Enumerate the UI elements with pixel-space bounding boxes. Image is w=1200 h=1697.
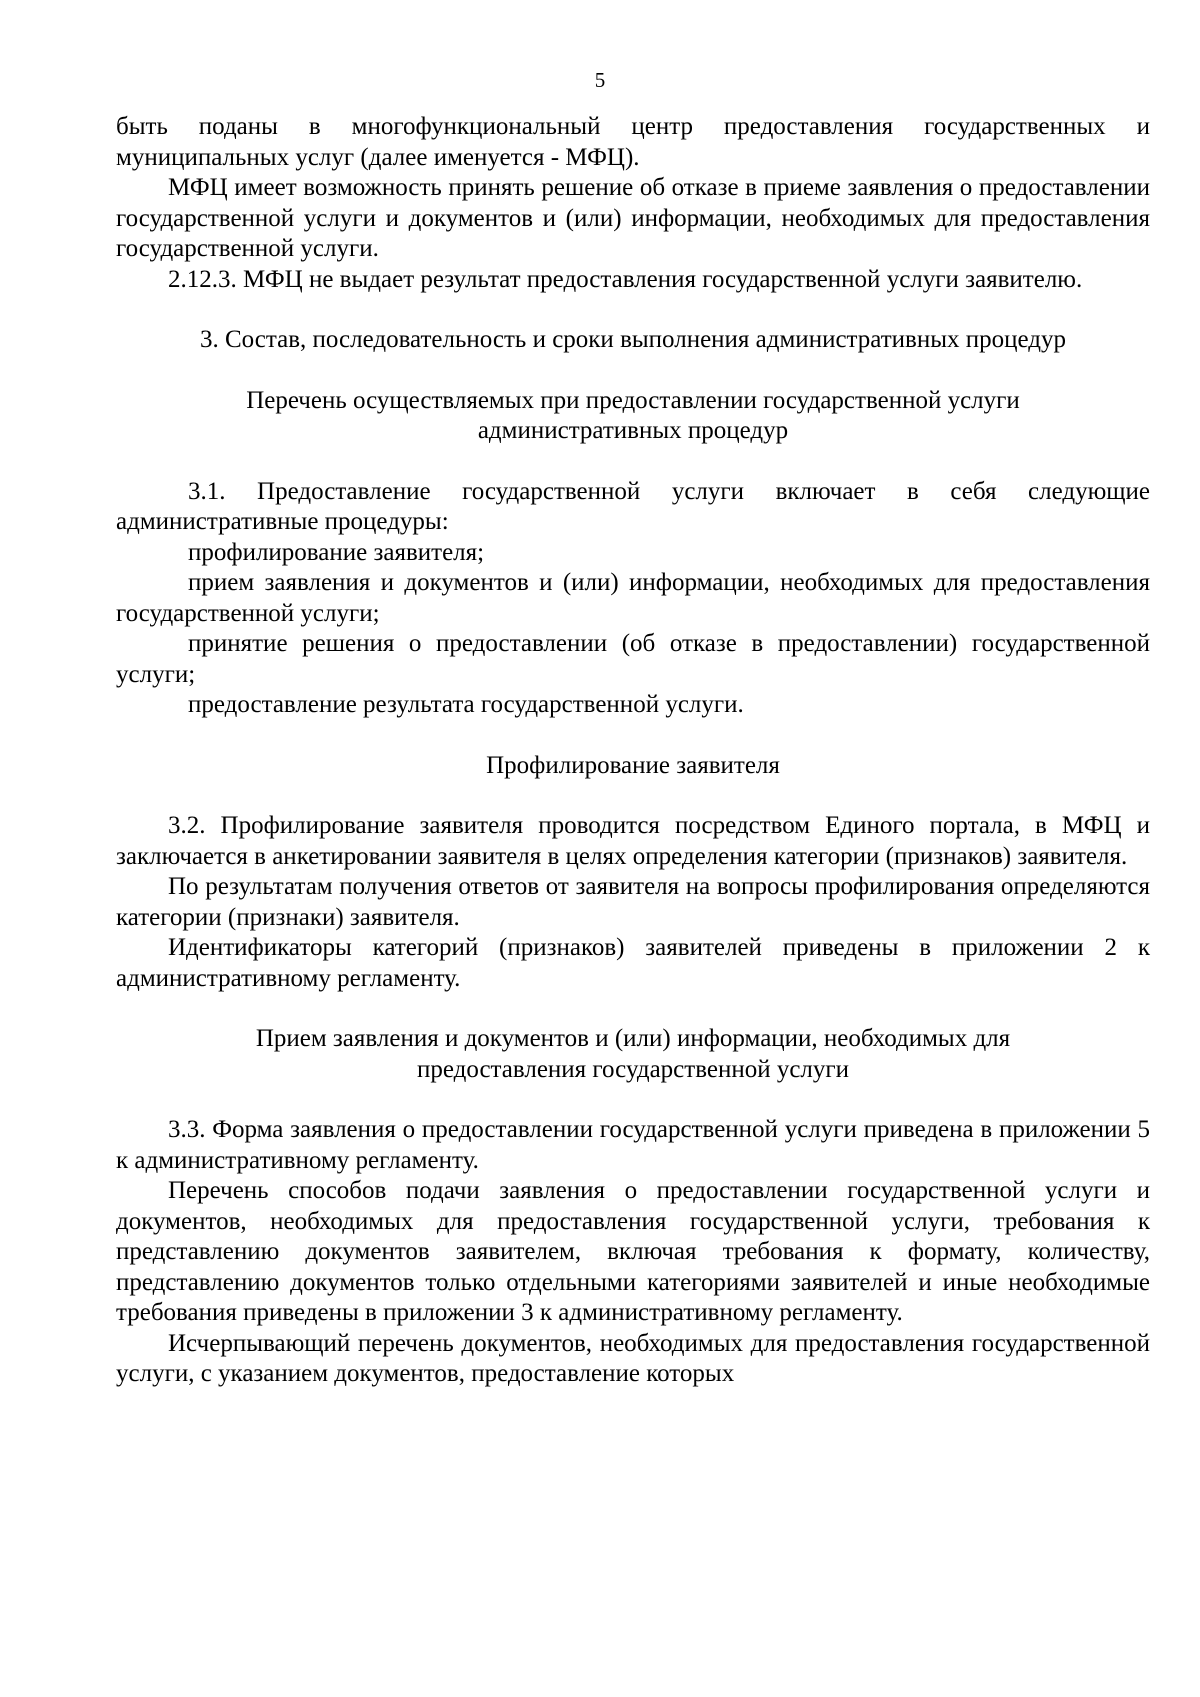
subsection-heading-line: предоставления государственной услуги: [416, 1055, 850, 1083]
subsection-heading-reception: [116, 1024, 1150, 1085]
paragraph-profiling-answers: По результатам получения ответов от заявителя на вопросы профилирования определяются категории (признаки) заявителя.: [116, 873, 1150, 931]
paragraph-2-12-3: 2.12.3. МФЦ не выдает результат предоставления государственной услуги заявителю.: [168, 265, 1083, 293]
subsection-heading-profiling: Профилирование заявителя: [486, 751, 780, 779]
subsection-heading-line: Перечень осуществляемых при предоставлении государственной услуги: [246, 386, 1020, 414]
list-item-profiling: профилирование заявителя;: [188, 538, 485, 566]
paragraph-3-1: 3.1. Предоставление государственной услуги включает в себя следующие административные процедуры:: [116, 477, 1150, 535]
subsection-heading-line: Прием заявления и документов и (или) информации, необходимых для: [255, 1025, 1011, 1052]
paragraph-mfc-refusal: МФЦ имеет возможность принять решение об отказе в приеме заявления о предоставлении государственной услуги и документов и (или) информации, необходимых для предоставления государственной услуги.: [116, 174, 1150, 262]
subsection-heading-procedures: [116, 386, 1150, 447]
list-item-reception: прием заявления и документов и (или) информации, необходимых для предоставления государственной услуги;: [116, 569, 1150, 627]
page-number: 5: [594, 68, 606, 92]
paragraph-identifiers: Идентификаторы категорий (признаков) заявителей приведены в приложении 2 к административному регламенту.: [116, 934, 1150, 992]
paragraph-continuation: быть поданы в многофункциональный центр предоставления государственных и муниципальных услуг (далее именуется - МФЦ).: [116, 113, 1150, 171]
paragraph-3-2: 3.2. Профилирование заявителя проводится посредством Единого портала, в МФЦ и заключается в анкетировании заявителя в целях определения категории (признаков) заявителя.: [116, 812, 1150, 870]
paragraph-submission-methods: Перечень способов подачи заявления о предоставлении государственной услуги и документов, необходимых для предоставления государственной услуги, требования к представлению документов заявителем, включая требования к формату, количеству, представлению документов только отдельными категориями заявителей и иные необходимые требования приведены в приложении 3 к административному регламенту.: [116, 1177, 1150, 1326]
list-item-decision: принятие решения о предоставлении (об отказе в предоставлении) государственной услуги;: [116, 630, 1150, 688]
paragraph-3-3: 3.3. Форма заявления о предоставлении государственной услуги приведена в приложении 5 к административному регламенту.: [116, 1116, 1150, 1174]
section-heading-3: 3. Состав, последовательность и сроки выполнения административных процедур: [199, 326, 1066, 353]
subsection-heading-line: административных процедур: [477, 417, 789, 444]
list-item-result: предоставление результата государственной услуги.: [188, 691, 744, 718]
paragraph-document-list: Исчерпывающий перечень документов, необходимых для предоставления государственной услуги, с указанием документов, предоставление которых: [116, 1329, 1150, 1387]
document-body: [116, 112, 1150, 1390]
